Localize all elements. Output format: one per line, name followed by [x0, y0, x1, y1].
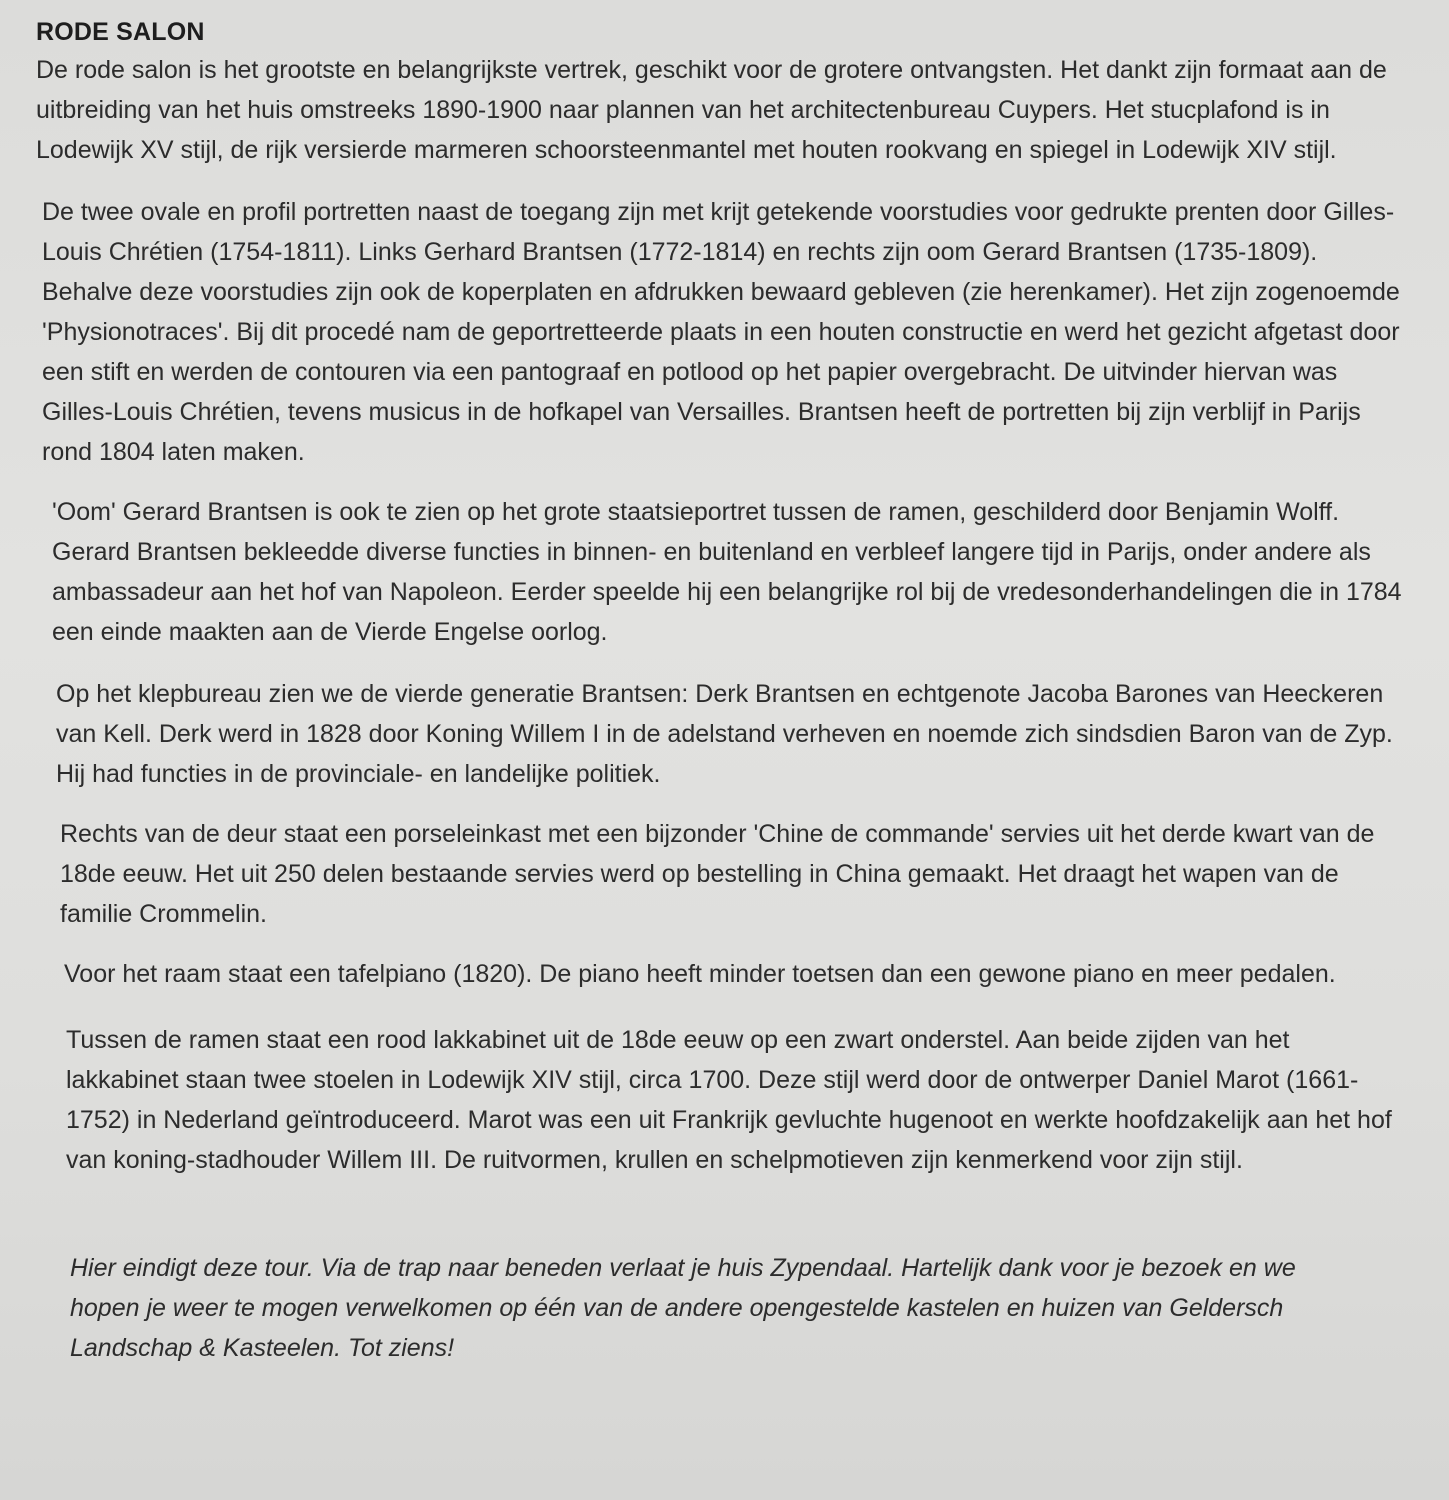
paragraph-gerard-brantsen: 'Oom' Gerard Brantsen is ook te zien op het grote staatsieportret tussen de ramen, geschilderd door Benjamin Wolff. Gerard Brantsen bekleedde diverse functies in binnen- en buitenland en verbleef langere tijd in Parijs, onder andere als ambassadeur aan het hof van Napoleon. Eerder speelde hij een belangrijke rol bij de vredesonderhandelingen die in 1784 een einde maakten aan de Vierde Engelse oorlog.	[52, 498, 1402, 646]
paragraph-portraits: De twee ovale en profil portretten naast de toegang zijn met krijt getekende voorstudies voor gedrukte prenten door Gilles-Louis Chrétien (1754-1811). Links Gerhard Brantsen (1772-1814) en rechts zijn oom Gerard Brantsen (1735-1809). Behalve deze voorstudies zijn ook de koperplaten en afdrukken bewaard gebleven (zie herenkamer). Het zijn zogenoemde 'Physionotraces'. Bij dit procedé nam de geportretteerde plaats in een houten constructie en werd het gezicht afgetast door een stift en werden de contouren via een pantograaf en potlood op het papier overgebracht. De uitvinder hiervan was Gilles-Louis Chrétien, tevens musicus in de hofkapel van Versailles. Brantsen heeft de portretten bij zijn verblijf in Parijs rond 1804 laten maken.	[42, 198, 1400, 466]
paragraph-intro: De rode salon is het grootste en belangrijkste vertrek, geschikt voor de grotere ontvangsten. Het dankt zijn formaat aan de uitbreiding van het huis omstreeks 1890-1900 naar plannen van het architectenbureau Cuypers. Het stucplafond is in Lodewijk XV stijl, de rijk versierde marmeren schoorsteenmantel met houten rookvang en spiegel in Lodewijk XIV stijl.	[36, 56, 1387, 164]
paragraph-porseleinkast: Rechts van de deur staat een porseleinkast met een bijzonder 'Chine de commande' servies uit het derde kwart van de 18de eeuw. Het uit 250 delen bestaande servies werd op bestelling in China gemaakt. Het draagt het wapen van de familie Crommelin.	[60, 820, 1375, 928]
closing-message: Hier eindigt deze tour. Via de trap naar beneden verlaat je huis Zypendaal. Hartelijk dank voor je bezoek en we hopen je weer te mogen verwelkomen op één van de andere opengestelde kastelen en huizen van Geldersch Landschap & Kasteelen. Tot ziens!	[70, 1254, 1296, 1362]
paragraph-klepbureau: Op het klepbureau zien we de vierde generatie Brantsen: Derk Brantsen en echtgenote Jacoba Barones van Heeckeren van Kell. Derk werd in 1828 door Koning Willem I in de adelstand verheven en noemde zich sindsdien Baron van de Zyp. Hij had functies in de provinciale- en landelijke politiek.	[56, 680, 1393, 788]
paragraph-tafelpiano: Voor het raam staat een tafelpiano (1820). De piano heeft minder toetsen dan een gewone piano en meer pedalen.	[64, 960, 1336, 988]
paragraph-lakkabinet: Tussen de ramen staat een rood lakkabinet uit de 18de eeuw op een zwart onderstel. Aan beide zijden van het lakkabinet staan twee stoelen in Lodewijk XIV stijl, circa 1700. Deze stijl werd door de ontwerper Daniel Marot (1661-1752) in Nederland geïntroduceerd. Marot was een uit Frankrijk gevluchte hugenoot en werkte hoofdzakelijk aan het hof van koning-stadhouder Willem III. De ruitvormen, krullen en schelpmotieven zijn kenmerkend voor zijn stijl.	[66, 1026, 1392, 1174]
section-heading: RODE SALON	[36, 18, 205, 46]
